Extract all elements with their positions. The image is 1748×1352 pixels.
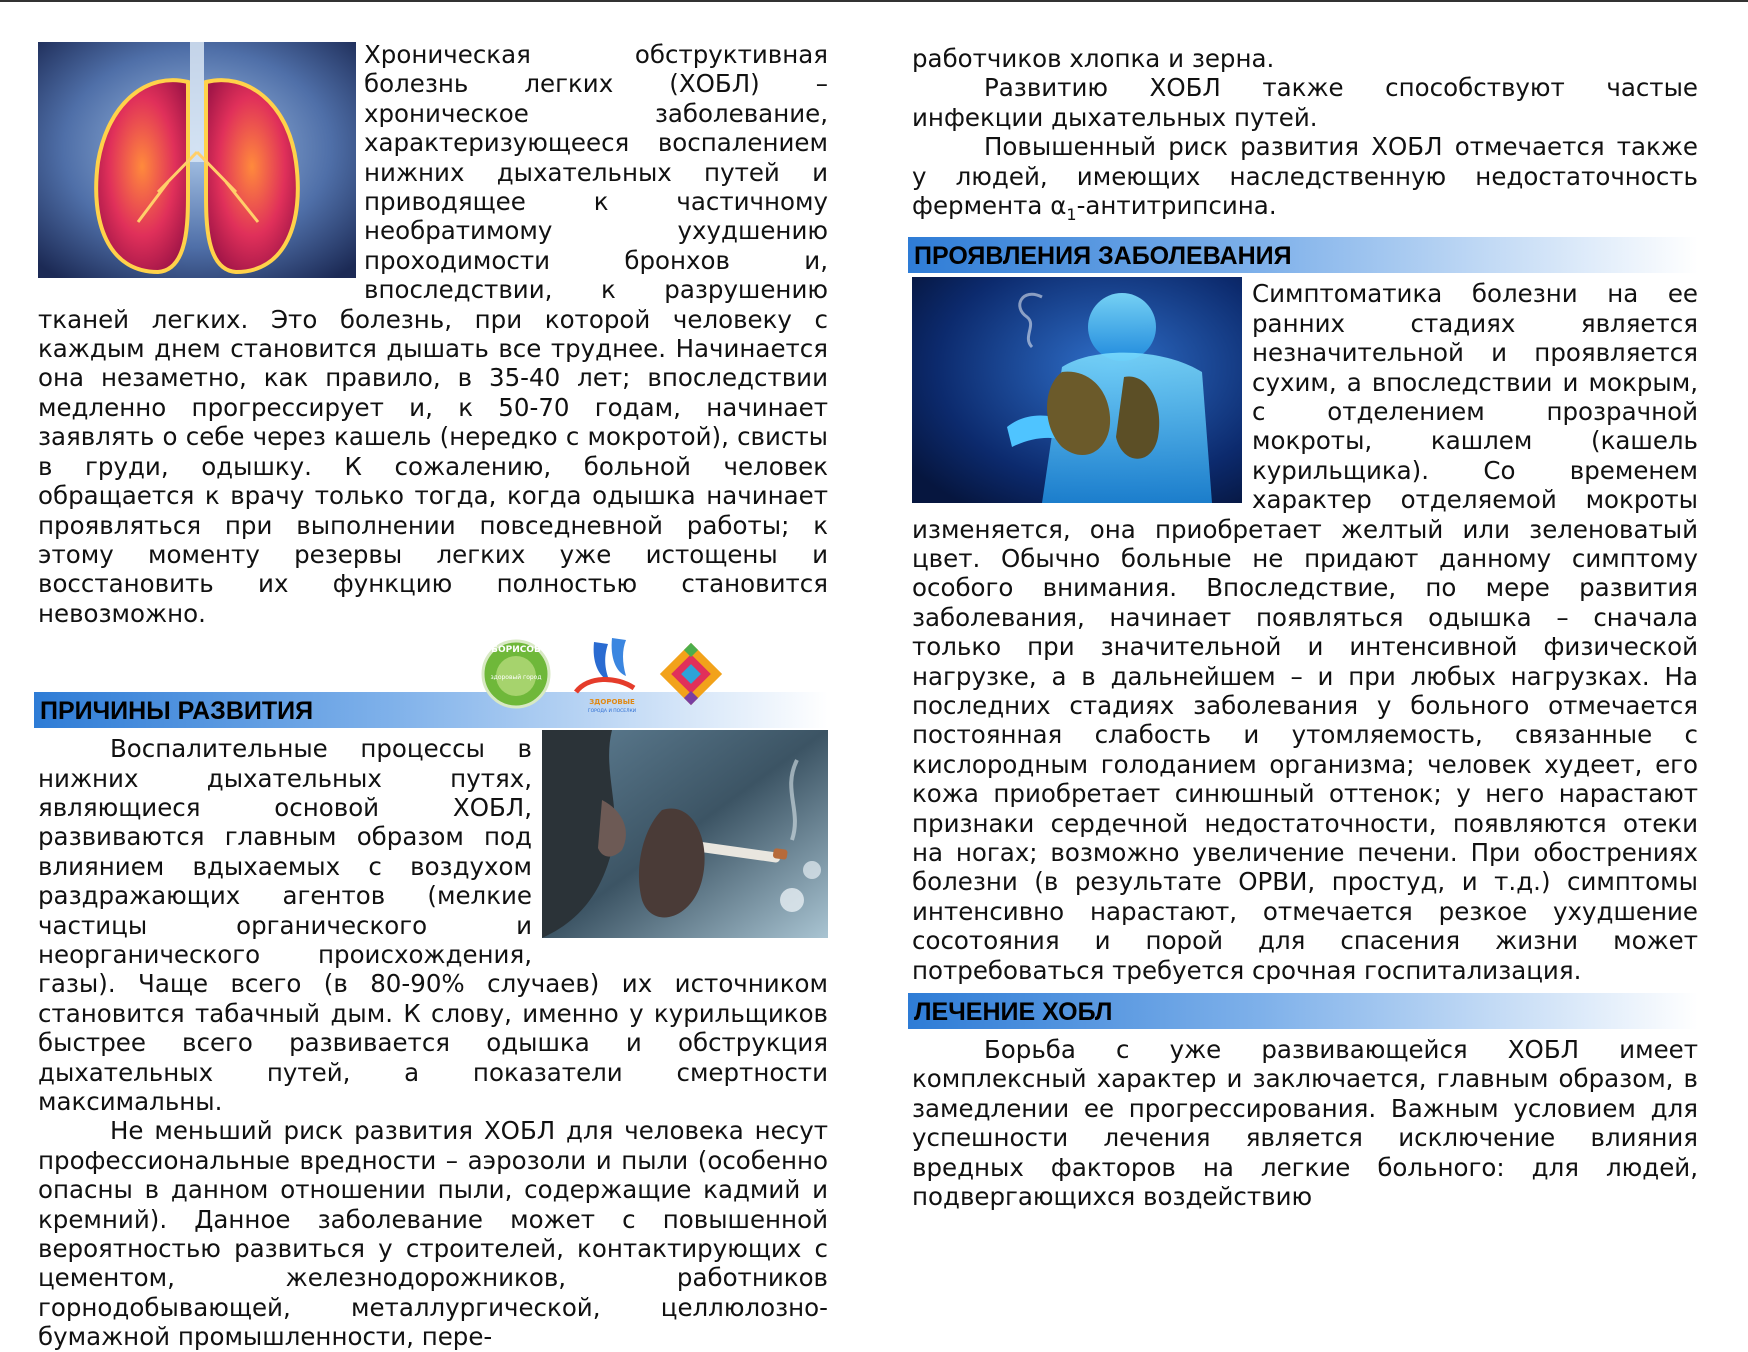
section-heading-causes: ПРИЧИНЫ РАЗВИТИЯ xyxy=(34,692,828,728)
causes-paragraph-1: Воспалительные процессы в нижних дыхательных путях, являющиеся основой ХОБЛ, развиваются главным образом под влиянием вдыхаемых с воздухом раздражающих агентов (мелкие частицы органического и неорганического происхождения, газы). Чаще всего (в 80-90% случаев) их источником становится табачный дым. К слову, именно у курильщиков быстрее всего развивается одышка и обструкция дыхательных путей, а показатели смертности максимальны. xyxy=(38,734,828,1116)
alpha-subscript: 1 xyxy=(1066,204,1077,224)
manifestations-paragraph: Симптоматика болезни на ее ранних стадиях является незначительной и проявляется сухим, а впоследствии и мокрым, с отделением прозрачной мокроты, кашлем (кашель курильщика). Со временем характер отделяемой мокроты изменяется, она приобретает желтый или зеленоватый цвет. Обычно больные не придают данному симптому особого внимания. Впоследствие, по мере развития заболевания, начинает появляться одышка – сначала только при значительной и интенсивной физической нагрузке, а в дальнейшем – и при любых нагрузках. На последних стадиях заболевания у больного отмечается постоянная слабость и утомляемость, связанные с кислородным голоданием организма; человек худеет, его кожа приобретает синюшный оттенок; у него нарастают признаки сердечной недостаточности, появляются отеки на ногах; возможно увеличение печени. При обострениях болезни (в результате ОРВИ, простуд, и т.д.) симптомы интенсивно нарастают, отмечается резкое ухудшение сосотояния и порой для спасения жизни может потребоваться требуется срочная госпитализация. xyxy=(912,279,1698,985)
smoking-photo xyxy=(542,730,828,938)
borisov-logo xyxy=(480,632,552,716)
top-border xyxy=(0,0,1748,2)
section-heading-treatment: ЛЕЧЕНИЕ ХОБЛ xyxy=(908,993,1698,1029)
healthy-cities-sub: ГОРОДА И ПОСЕЛКИ xyxy=(587,709,637,715)
continued-text: работчиков хлопка и зерна. xyxy=(912,44,1275,73)
intro-paragraph: Хроническая обструктивная болезнь легких (ХОБЛ) – хроническое заболевание, характеризующееся воспалением нижних дыхательных путей и приводящее к частичному необратимому ухудшению проходимости бронхов и, впоследствии, к разрушению тканей легких. Это болезнь, при которой человеку с каждым днем становится дышать все труднее. Начинается она незаметно, как правило, в 35-40 лет; впоследствии медленно прогрессирует и, к 50-70 годам, начинает заявлять о себе через кашель (нередко с мокротой), свисты в груди, одышку. К сожалению, больной человек обращается к врачу только тогда, когда одышка начинает проявляться при выполнении повседневной работы; к этому моменту резервы легких уже истощены и восстановить их функцию полностью становится невозможно. xyxy=(38,40,828,628)
left-column xyxy=(38,40,828,1352)
right-column xyxy=(912,44,1698,1212)
coughing-figure-illustration xyxy=(912,277,1242,503)
causes-paragraph-2: Не меньший риск развития ХОБЛ для человека несут профессиональные вредности – аэрозоли и пыли (особенно опасны в данном отношении пыли, содержащие кадмий и кремний). Данное заболевание может с повышенной вероятностью развиться у строителей, контактирующих с цементом, железнодорожников, работников горнодобывающей, металлургической, целлюлозно-бумажной промышленности, пере- xyxy=(38,1116,828,1352)
genetic-paragraph xyxy=(912,132,1698,229)
logos-row xyxy=(38,632,828,720)
treatment-paragraph: Борьба с уже развивающейся ХОБЛ имеет комплексный характер и заключается, главным образом, в замедлении ее прогрессирования. Важным условием для успешности лечения является исключение влияния вредных факторов на легкие больного: для людей, подвергающихся воздействию xyxy=(912,1035,1698,1212)
ornament-logo xyxy=(656,632,726,716)
healthy-cities-logo xyxy=(564,632,644,716)
healthy-cities-title: ЗДОРОВЫЕ xyxy=(589,698,635,707)
genetic-text-end: -антитрипсина. xyxy=(1076,191,1277,221)
borisov-logo-top: БОРИСОВ xyxy=(491,645,541,656)
infections-paragraph: Развитию ХОБЛ также способствуют частые инфекции дыхательных путей. xyxy=(912,73,1698,132)
section-heading-manifestations: ПРОЯВЛЕНИЯ ЗАБОЛЕВАНИЯ xyxy=(908,237,1698,273)
lungs-illustration xyxy=(38,42,356,278)
borisov-logo-mid: здоровый город xyxy=(490,674,542,682)
genetic-text: Повышенный риск развития ХОБЛ отмечается также у людей, имеющих наследственную недостаточность фермента α xyxy=(912,132,1698,221)
